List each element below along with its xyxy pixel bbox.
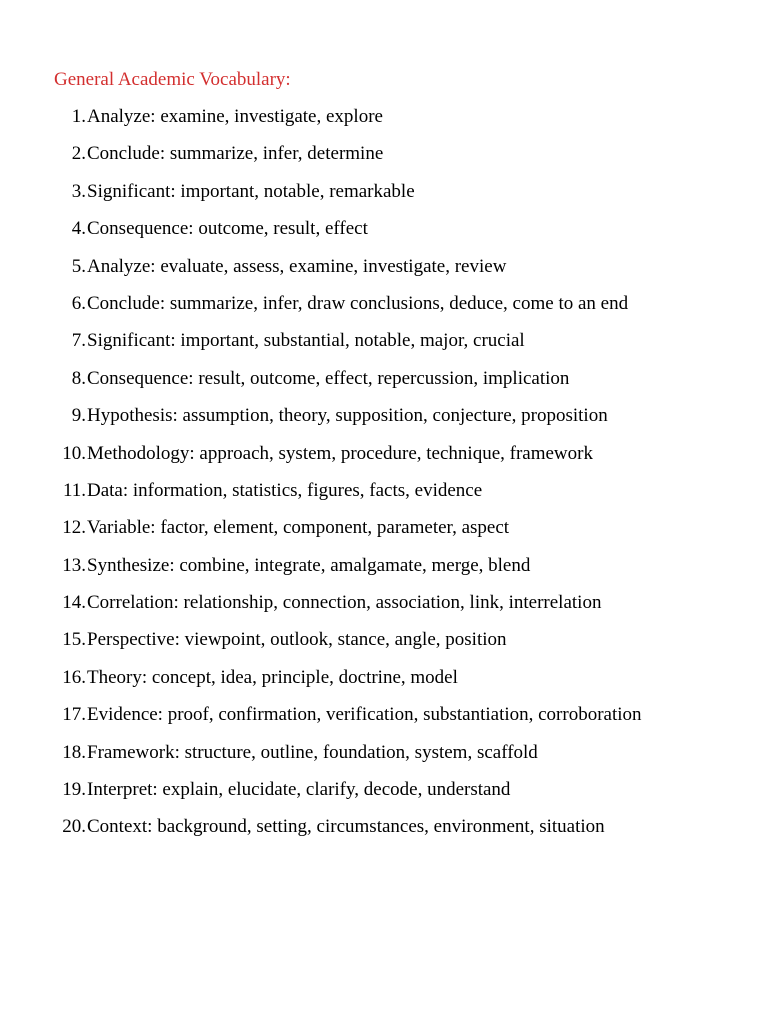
list-item-text: Consequence: result, outcome, effect, repercussion, implication [87, 367, 570, 389]
list-item-number: 12. [62, 517, 86, 539]
list-item-text: Evidence: proof, confirmation, verification, substantiation, corroboration [87, 704, 642, 726]
list-item-number: 18. [62, 741, 86, 763]
list-item-text: Correlation: relationship, connection, association, link, interrelation [87, 592, 602, 614]
list-item-text: Conclude: summarize, infer, draw conclusions, deduce, come to an end [87, 292, 629, 314]
list-item-text: Framework: structure, outline, foundation, system, scaffold [87, 741, 538, 763]
list-item-number: 17. [62, 704, 86, 726]
list-item-number: 13. [62, 554, 86, 576]
list-item-text: Significant: important, substantial, notable, major, crucial [87, 330, 525, 352]
list-item-text: Significant: important, notable, remarkable [87, 180, 415, 202]
list-item-number: 1. [71, 106, 86, 127]
list-item-text: Interpret: explain, elucidate, clarify, decode, understand [87, 779, 511, 801]
list-item-number: 2. [71, 143, 86, 165]
list-item-text: Methodology: approach, system, procedure, technique, framework [87, 442, 593, 464]
list-item-text: Hypothesis: assumption, theory, supposition, conjecture, proposition [87, 405, 608, 427]
list-item-text: Context: background, setting, circumstances, environment, situation [87, 816, 605, 838]
list-item-text: Data: information, statistics, figures, facts, evidence [87, 479, 483, 501]
list-item-number: 3. [71, 180, 86, 202]
list-item-number: 7. [71, 330, 86, 352]
list-item-number: 14. [62, 592, 86, 614]
list-item-number: 4. [71, 218, 86, 240]
list-item-text: Synthesize: combine, integrate, amalgamate, merge, blend [87, 554, 531, 576]
list-item-text: Theory: concept, idea, principle, doctrine, model [87, 666, 458, 688]
list-item-text: Analyze: examine, investigate, explore [87, 106, 383, 127]
list-item-number: 10. [62, 442, 86, 464]
list-item-text: Consequence: outcome, result, effect [87, 218, 368, 240]
list-item-text: Analyze: evaluate, assess, examine, investigate, review [87, 255, 507, 277]
list-item-number: 11. [62, 479, 86, 501]
list-item-number: 19. [62, 779, 86, 801]
list-item-number: 5. [71, 255, 86, 277]
list-item-number: 20. [62, 816, 86, 838]
list-item-text: Conclude: summarize, infer, determine [87, 143, 384, 165]
list-item-number: 15. [62, 629, 86, 651]
list-item-number: 16. [62, 666, 86, 688]
list-item-text: Variable: factor, element, component, parameter, aspect [87, 517, 510, 539]
document-title: General Academic Vocabulary: [54, 69, 291, 90]
list-item-number: 6. [71, 292, 86, 314]
list-item-number: 9. [71, 405, 86, 427]
list-item-number: 8. [71, 367, 86, 389]
list-item-text: Perspective: viewpoint, outlook, stance, angle, position [87, 629, 507, 651]
